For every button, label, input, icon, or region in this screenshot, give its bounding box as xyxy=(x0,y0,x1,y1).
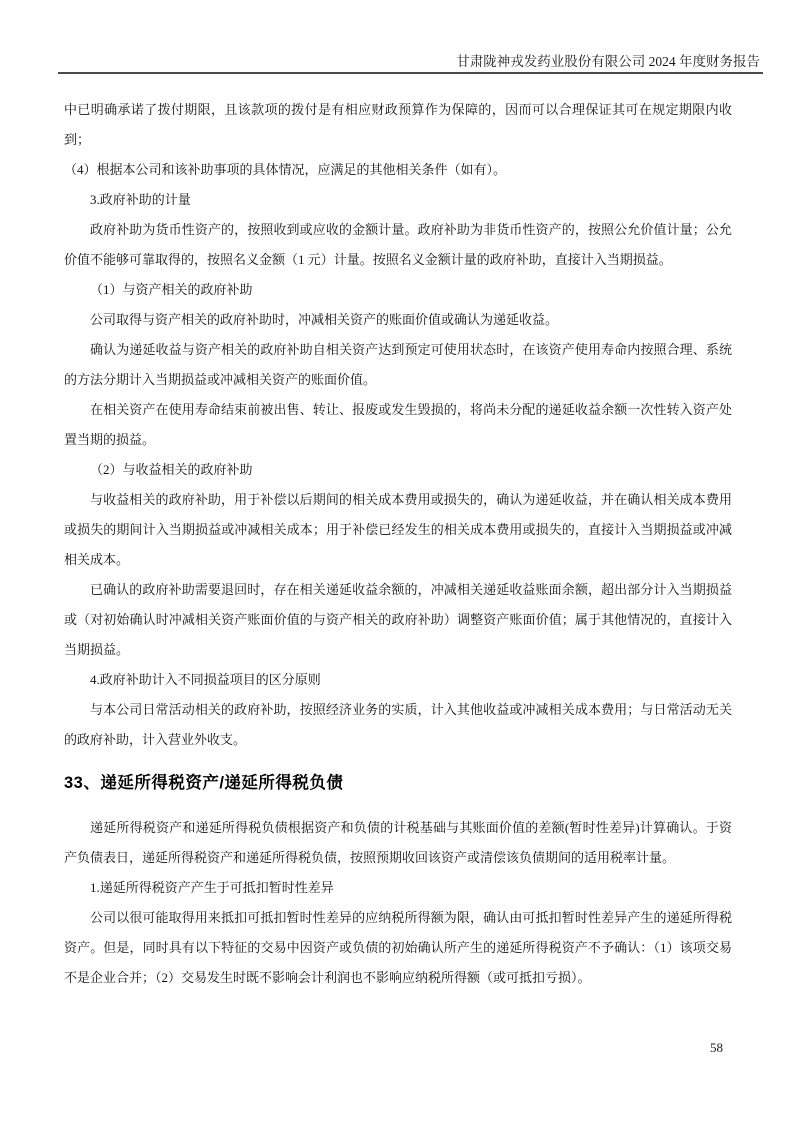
section-heading: 33、递延所得税资产/递延所得税负债 xyxy=(64,774,344,792)
body-paragraph: （2）与收益相关的政府补助 xyxy=(90,462,253,477)
body-paragraph: 与收益相关的政府补助，用于补偿以后期间的相关成本费用或损失的，确认为递延收益，并在确认相关成本费用或损失的期间计入当期损益或冲减相关成本；用于补偿已经发生的相关成本费用或损失的，直接计入当期损益或冲减相关成本。 xyxy=(64,492,732,567)
body-paragraph: （1）与资产相关的政府补助 xyxy=(90,282,253,297)
body-paragraph: 中已明确承诺了拨付期限，且该款项的拨付是有相应财政预算作为保障的，因而可以合理保证其可在规定期限内收到； xyxy=(64,102,732,147)
body-paragraph: （4）根据本公司和该补助事项的具体情况，应满足的其他相关条件（如有）。 xyxy=(64,162,507,177)
body-paragraph: 公司取得与资产相关的政府补助时，冲减相关资产的账面价值或确认为递延收益。 xyxy=(90,312,559,327)
running-header-title: 甘肃陇神戎发药业股份有限公司 2024 年度财务报告 xyxy=(456,54,760,69)
body-paragraph: 在相关资产在使用寿命结束前被出售、转让、报废或发生毁损的，将尚未分配的递延收益余额一次性转入资产处置当期的损益。 xyxy=(64,402,732,447)
page-number: 58 xyxy=(710,1040,723,1055)
body-paragraph: 确认为递延收益与资产相关的政府补助自相关资产达到预定可使用状态时，在该资产使用寿命内按照合理、系统的方法分期计入当期损益或冲减相关资产的账面价值。 xyxy=(64,342,732,387)
body-paragraph: 公司以很可能取得用来抵扣可抵扣暂时性差异的应纳税所得额为限，确认由可抵扣暂时性差异产生的递延所得税资产。但是，同时具有以下特征的交易中因资产或负债的初始确认所产生的递延所得税资产不予确认：（1）该项交易不是企业合并；（2）交易发生时既不影响会计利润也不影响应纳税所得额（或可抵扣亏损）。 xyxy=(64,910,732,985)
body-paragraph: 4.政府补助计入不同损益项目的区分原则 xyxy=(90,672,321,687)
body-paragraph: 1.递延所得税资产产生于可抵扣暂时性差异 xyxy=(90,880,334,895)
body-paragraph: 递延所得税资产和递延所得税负债根据资产和负债的计税基础与其账面价值的差额(暂时性差异)计算确认。于资产负债表日，递延所得税资产和递延所得税负债，按照预期收回该资产或清偿该负债期间的适用税率计量。 xyxy=(64,820,732,865)
body-paragraph: 政府补助为货币性资产的，按照收到或应收的金额计量。政府补助为非货币性资产的，按照公允价值计量；公允价值不能够可靠取得的，按照名义金额（1 元）计量。按照名义金额计量的政府补助，直接计入当期损益。 xyxy=(64,222,732,267)
body-paragraph: 已确认的政府补助需要退回时，存在相关递延收益余额的，冲减相关递延收益账面余额，超出部分计入当期损益或（对初始确认时冲减相关资产账面价值的与资产相关的政府补助）调整资产账面价值；属于其他情况的，直接计入当期损益。 xyxy=(64,582,732,657)
body-paragraph: 3.政府补助的计量 xyxy=(90,192,191,207)
header-divider-rule xyxy=(58,72,763,74)
document-body xyxy=(64,95,732,993)
body-paragraph: 与本公司日常活动相关的政府补助，按照经济业务的实质，计入其他收益或冲减相关成本费用；与日常活动无关的政府补助，计入营业外收支。 xyxy=(64,702,732,747)
